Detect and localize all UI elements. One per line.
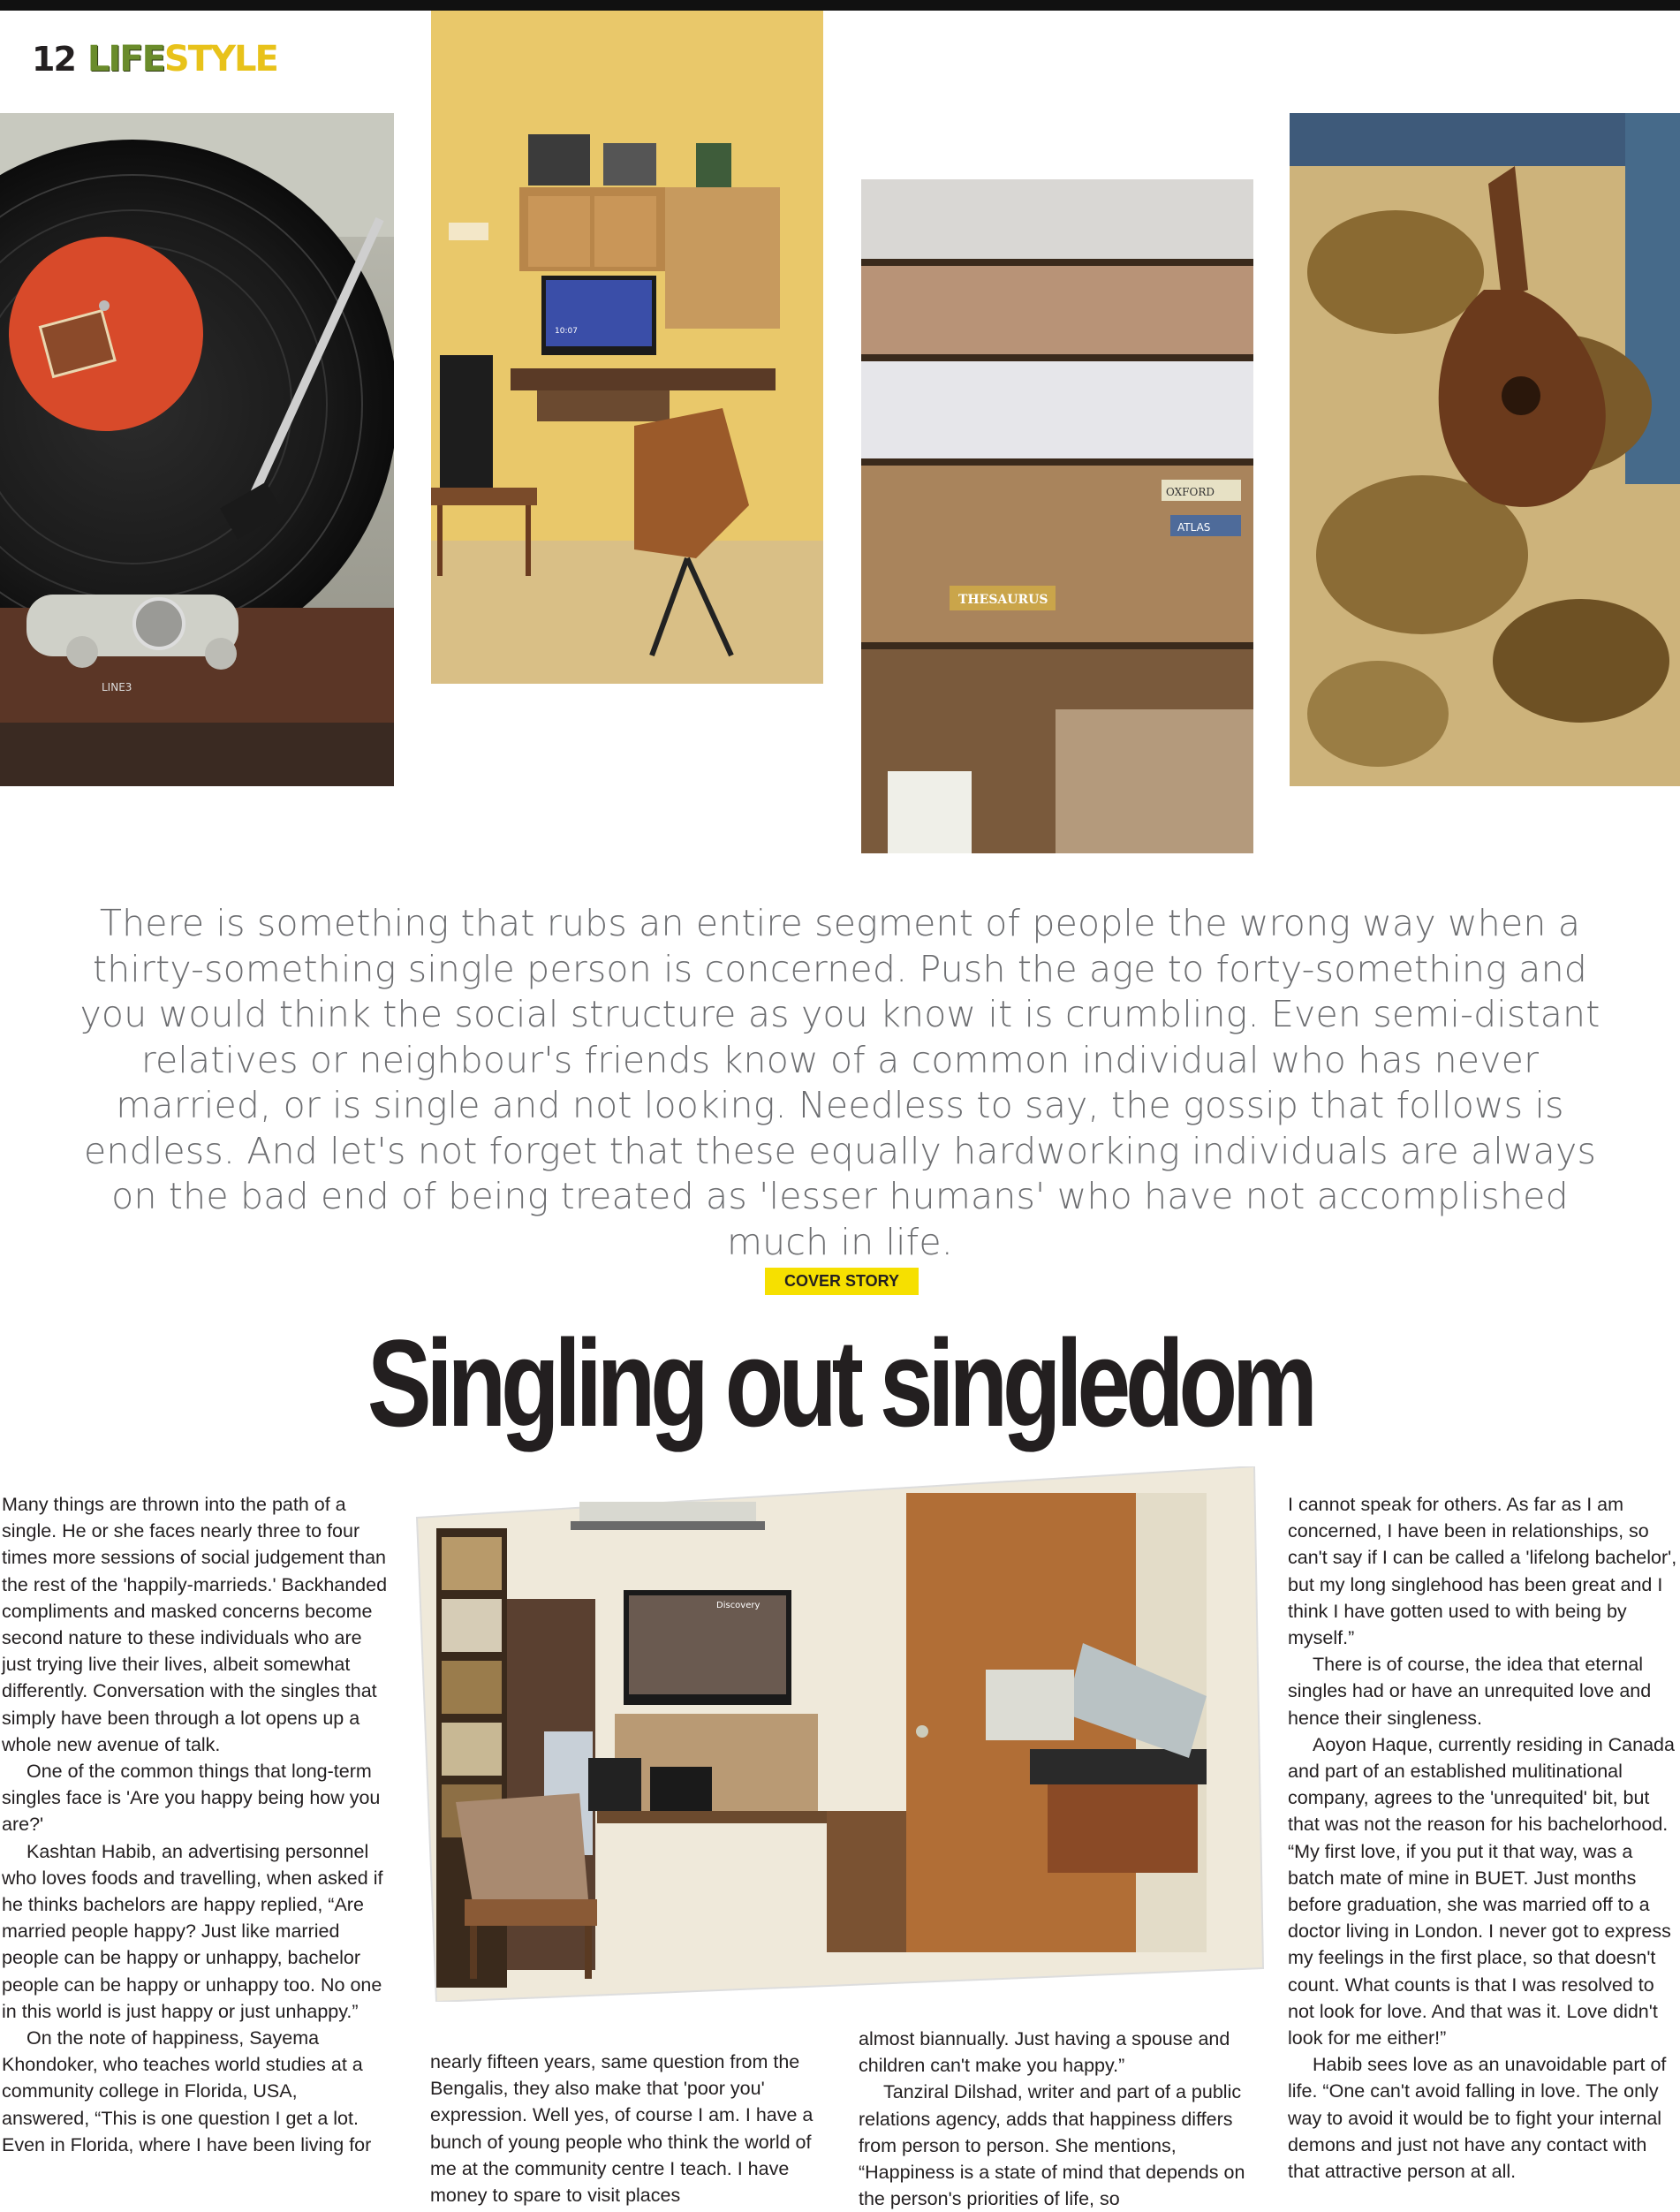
photo-desk-computer xyxy=(431,11,823,684)
col4-paragraph-4: Habib sees love as an unavoidable part of life. “One can't avoid falling in love. The only way to avoid it would be to fight your internal demons and just not have any contact with that attractive person at all. xyxy=(1288,2054,1667,2183)
col2-paragraph-1: nearly fifteen years, same question from the Bengalis, they also make that 'poor you' expression. Well yes, of course I am. I have a bunch of young people who think the world of me at the community centre I teach. I have money to spare to visit places xyxy=(430,2051,814,2207)
guitar-bed-illustration xyxy=(1290,113,1680,786)
tv-channel-logo: Discovery xyxy=(716,1601,761,1610)
article-column-4 xyxy=(1288,1491,1680,2185)
photo-bookshelf xyxy=(861,179,1253,853)
col4-paragraph-3: Aoyon Haque, currently residing in Canada and part of an established mulitinational company, agrees to the 'unrequited' bit, but that was not the reason for his bachelorhood. “My first love, if you put it that way, was a batch mate of mine in BUET. Just months before graduation, she was married off to a doctor living in London. I never got to express my feelings in the first place, so that doesn't count. What counts is that I was resolved to not look for love. And that was it. Love didn't look for me either!” xyxy=(1288,1733,1675,2049)
photo-guitar-bed xyxy=(1290,113,1680,786)
book-spine-oxford: OXFORD xyxy=(1166,486,1215,498)
living-room-illustration xyxy=(412,1466,1266,2002)
section-logo-life: LIFE xyxy=(87,39,164,80)
headline: Singling out singledom xyxy=(367,1314,1313,1452)
col1-paragraph-3: Kashtan Habib, an advertising personnel who loves foods and travelling, when asked if he thinks bachelors are happy replied, “Are married people happy? Just like married people can be happy or unhappy, bachelor people can be happy or unhappy too. No one in this world is just happy or just unhappy.” xyxy=(2,1840,383,2022)
section-logo-style: STYLE xyxy=(163,39,277,80)
section-tag: COVER STORY xyxy=(765,1268,919,1295)
article-column-1 xyxy=(2,1491,388,2158)
col1-paragraph-1: Many things are thrown into the path of a single. He or she faces nearly three to four times more sessions of social judgement than the rest of the 'happily-marrieds.' Backhanded compliments and masked concerns become second nature to these individuals who are just trying live their lives, albeit somewhat differently. Conversation with the singles that simply have been through a lot opens up a whole new avenue of talk. xyxy=(2,1494,388,1755)
bookshelf-illustration xyxy=(861,179,1253,853)
col1-paragraph-4: On the note of happiness, Sayema Khondoker, who teaches world studies at a community college in Florida, USA, answered, “This is one question I get a lot. Even in Florida, where I have been living for xyxy=(2,2027,372,2155)
page-number: 12 xyxy=(32,40,75,79)
col4-paragraph-2: There is of course, the idea that eternal singles had or have an unrequited love and hence their singleness. xyxy=(1288,1654,1652,1729)
col4-paragraph-1: I cannot speak for others. As far as I am concerned, I have been in relationships, so can't say if I can be called a 'lifelong bachelor', but my long singlehood has been great and I think I have gotten used to with being by myself.” xyxy=(1288,1494,1677,1649)
col1-paragraph-2: One of the common things that long-term singles face is 'Are you happy being how you are?' xyxy=(2,1761,381,1836)
page-header xyxy=(32,39,277,83)
photo-record-player xyxy=(0,113,394,786)
photo-living-room xyxy=(412,1466,1266,2002)
article-column-2 xyxy=(430,2049,828,2208)
monitor-clock: 10:07 xyxy=(555,327,578,336)
col3-paragraph-1: almost biannually. Just having a spouse and children can't make you happy.” xyxy=(859,2028,1230,2077)
article-column-3 xyxy=(859,2026,1256,2212)
col3-paragraph-2: Tanziral Dilshad, writer and part of a public relations agency, adds that happiness differs from person to person. She mentions, “Happiness is a state of mind that depends on the person's priorities of life, so xyxy=(859,2081,1245,2210)
book-spine-thesaurus: THESAURUS xyxy=(958,593,1048,607)
top-rule xyxy=(0,0,1680,11)
desk-illustration xyxy=(431,11,823,684)
turntable-brand-text: LINE3 xyxy=(102,681,132,693)
record-player-illustration xyxy=(0,113,394,786)
book-spine-atlas: ATLAS xyxy=(1177,521,1211,534)
lede-paragraph: There is something that rubs an entire segment of people the wrong way when a thirty-something single person is concerned. Push the age to forty-something and you would think the social structure as you know it is crumbling. Even semi-distant relatives or neighbour's friends know of a common individual who has never married, or is single and not looking. Needless to say, the gossip that follows is endless. And let's not forget that these equally hardworking individuals are always on the bad end of being treated as 'lesser humans' who have not accomplished much in life. xyxy=(79,902,1601,1263)
section-logo xyxy=(87,39,277,80)
